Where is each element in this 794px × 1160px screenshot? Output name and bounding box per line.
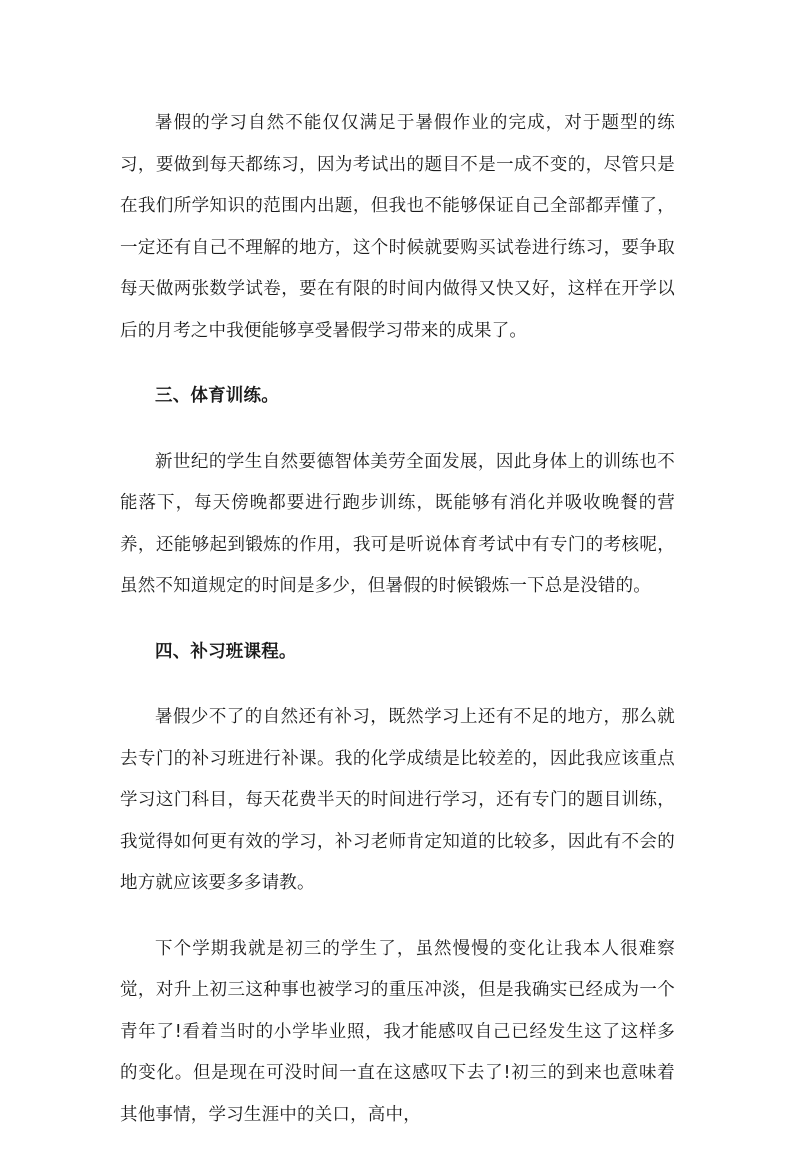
paragraph-grade-nine: 下个学期我就是初三的学生了，虽然慢慢的变化让我本人很难察觉，对升上初三这种事也被学习的重压冲淡，但是我确实已经成为一个青年了!看着当时的小学毕业照，我才能感叹自己已经发生这了这样多的变化。但是现在可没时间一直在这感叹下去了!初三的到来也意味着其他事情，学习生涯中的关口，高中， — [120, 938, 675, 1125]
section-heading-tutoring-course: 四、补习班课程。 — [155, 641, 297, 662]
section-heading-sports-training: 三、体育训练。 — [155, 386, 279, 406]
paragraph-tutoring-course: 暑假少不了的自然还有补习，既然学习上还有不足的地方，那么就去专门的补习班进行补课。我的化学成绩是比较差的，因此我应该重点学习这门科目，每天花费半天的时间进行学习，还有专门的题目训练，我觉得如何更有效的学习，补习老师肯定知道的比较多，因此有不会的地方就应该要多多请教。 — [120, 707, 675, 893]
document-body — [120, 103, 675, 1160]
paragraph-sports-training: 新世纪的学生自然要德智体美劳全面发展，因此身体上的训练也不能落下，每天傍晚都要进行跑步训练，既能够有消化并吸收晚餐的营养，还能够起到锻炼的作用，我可是听说体育考试中有专门的考核呢，虽然不知道规定的时间是多少，但暑假的时候锻炼一下总是没错的。 — [120, 451, 675, 596]
paragraph-summer-study: 暑假的学习自然不能仅仅满足于暑假作业的完成，对于题型的练习，要做到每天都练习，因为考试出的题目不是一成不变的，尽管只是在我们所学知识的范围内出题，但我也不能够保证自己全部都弄懂了，一定还有自己不理解的地方，这个时候就要购买试卷进行练习，要争取每天做两张数学试卷，要在有限的时间内做得又快又好，这样在开学以后的月考之中我便能够享受暑假学习带来的成果了。 — [120, 113, 675, 341]
